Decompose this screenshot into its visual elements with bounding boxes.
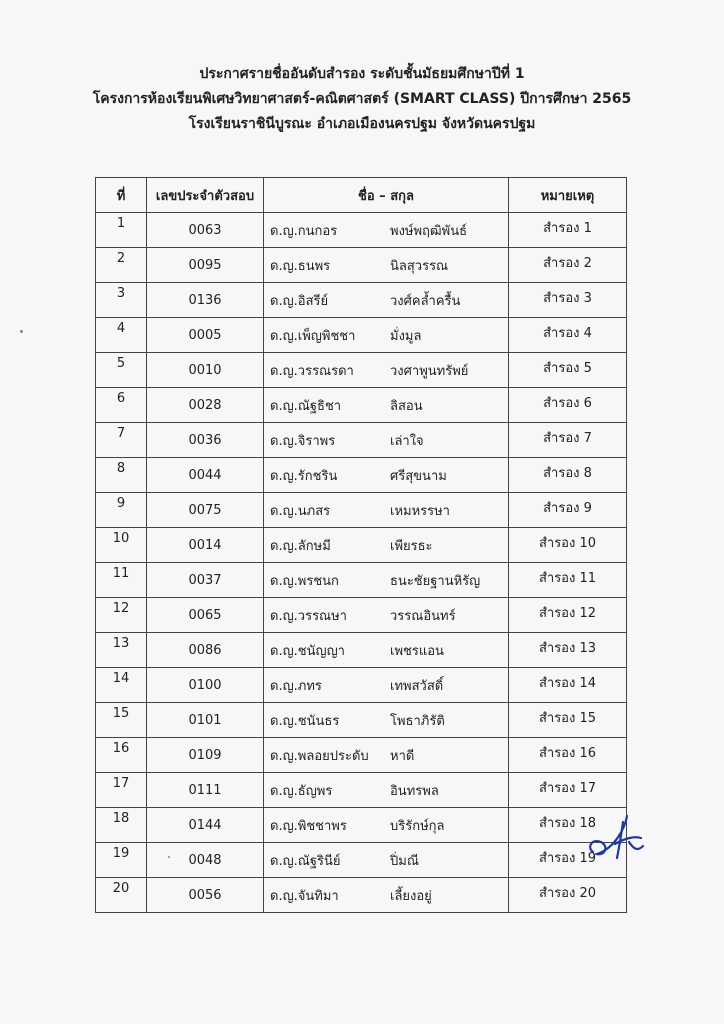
exam-id: 0044	[147, 458, 264, 493]
table-row	[96, 283, 627, 318]
row-number: 14	[96, 668, 147, 703]
remark: สำรอง 17	[509, 773, 627, 808]
student-name	[264, 843, 509, 878]
row-number: 20	[96, 878, 147, 913]
last-name: วงศาพูนทรัพย์	[390, 363, 469, 379]
last-name: วรรณอินทร์	[390, 608, 456, 624]
exam-id: 0065	[147, 598, 264, 633]
table-row	[96, 878, 627, 913]
row-number: 17	[96, 773, 147, 808]
student-name	[264, 668, 509, 703]
last-name: เพชรแอน	[390, 643, 444, 659]
exam-id: 0036	[147, 423, 264, 458]
table-row	[96, 388, 627, 423]
exam-id: 0144	[147, 808, 264, 843]
first-name: ด.ญ.จันทิมา	[270, 888, 339, 904]
first-name: ด.ญ.พลอยประดับ	[270, 748, 369, 764]
student-name	[264, 248, 509, 283]
row-number: 3	[96, 283, 147, 318]
student-name	[264, 633, 509, 668]
last-name: เหมหรรษา	[390, 503, 450, 519]
first-name: ด.ญ.นภสร	[270, 503, 331, 519]
last-name: พงษ์พฤฒิพันธ์	[390, 223, 468, 239]
title-line-3: โรงเรียนราชินีบูรณะ อำเภอเมืองนครปฐม จังหวัดนครปฐม	[188, 116, 536, 132]
table-row	[96, 703, 627, 738]
last-name: เทพสวัสดิ์	[390, 678, 444, 694]
last-name: ศรีสุขนาม	[390, 468, 447, 484]
row-number: 2	[96, 248, 147, 283]
exam-id: 0075	[147, 493, 264, 528]
table-row	[96, 213, 627, 248]
exam-id: 0101	[147, 703, 264, 738]
table-row	[96, 248, 627, 283]
table-row	[96, 528, 627, 563]
title-line-2: โครงการห้องเรียนพิเศษวิทยาศาสตร์-คณิตศาสตร์ (SMART CLASS) ปีการศึกษา 2565	[92, 91, 632, 107]
first-name: ด.ญ.กนกอร	[270, 223, 338, 239]
student-name	[264, 773, 509, 808]
table-row	[96, 808, 627, 843]
row-number: 6	[96, 388, 147, 423]
first-name: ด.ญ.รักชริน	[270, 468, 338, 484]
remark: สำรอง 2	[509, 248, 627, 283]
remark: สำรอง 11	[509, 563, 627, 598]
remark: สำรอง 4	[509, 318, 627, 353]
first-name: ด.ญ.พิชชาพร	[270, 818, 347, 834]
first-name: ด.ญ.ณัฐรินีย์	[270, 853, 341, 869]
remark: สำรอง 20	[509, 878, 627, 913]
exam-id: 0100	[147, 668, 264, 703]
first-name: ด.ญ.ลักษมี	[270, 538, 331, 554]
table-row	[96, 563, 627, 598]
document-header	[0, 62, 724, 137]
first-name: ด.ญ.ธัญพร	[270, 783, 333, 799]
row-number: 13	[96, 633, 147, 668]
last-name: วงศ์คล้ำครื้น	[390, 293, 461, 309]
table-row	[96, 423, 627, 458]
first-name: ด.ญ.วรรณษา	[270, 608, 347, 624]
table-row	[96, 668, 627, 703]
row-number: 9	[96, 493, 147, 528]
student-name	[264, 598, 509, 633]
last-name: ลิสอน	[390, 398, 423, 414]
exam-id: 0109	[147, 738, 264, 773]
first-name: ด.ญ.ภทร	[270, 678, 322, 694]
remark: สำรอง 1	[509, 213, 627, 248]
last-name: นิลสุวรรณ	[390, 258, 449, 274]
row-number: 1	[96, 213, 147, 248]
first-name: ด.ญ.จิราพร	[270, 433, 336, 449]
row-number: 10	[96, 528, 147, 563]
title-line-1: ประกาศรายชื่ออันดับสำรอง ระดับชั้นมัธยมศึกษาปีที่ 1	[199, 66, 525, 82]
remark: สำรอง 12	[509, 598, 627, 633]
exam-id: 0014	[147, 528, 264, 563]
exam-id: 0136	[147, 283, 264, 318]
row-number: 15	[96, 703, 147, 738]
table-row	[96, 458, 627, 493]
header-remark: หมายเหตุ	[509, 178, 627, 213]
exam-id: 0005	[147, 318, 264, 353]
last-name: โพธาภิรัติ	[390, 713, 445, 729]
last-name: อินทรพล	[390, 783, 439, 799]
exam-id: 0048	[147, 843, 264, 878]
remark: สำรอง 13	[509, 633, 627, 668]
table-row	[96, 318, 627, 353]
table-row	[96, 773, 627, 808]
remark: สำรอง 16	[509, 738, 627, 773]
student-name	[264, 738, 509, 773]
table-row	[96, 843, 627, 878]
remark: สำรอง 5	[509, 353, 627, 388]
exam-id: 0056	[147, 878, 264, 913]
remark: สำรอง 14	[509, 668, 627, 703]
exam-id: 0063	[147, 213, 264, 248]
last-name: ปิ่มณี	[390, 853, 419, 869]
table-row	[96, 353, 627, 388]
table-row	[96, 493, 627, 528]
header-exam-id: เลขประจำตัวสอบ	[147, 178, 264, 213]
header-number: ที่	[96, 178, 147, 213]
table-header-row	[96, 178, 627, 213]
row-number: 7	[96, 423, 147, 458]
last-name: ธนะชัยฐานหิรัญ	[390, 573, 481, 589]
first-name: ด.ญ.ชนัญญา	[270, 643, 345, 659]
table-row	[96, 633, 627, 668]
exam-id: 0010	[147, 353, 264, 388]
last-name: เล่าใจ	[390, 433, 424, 449]
signature-icon	[585, 808, 645, 868]
student-name	[264, 458, 509, 493]
first-name: ด.ญ.พรชนก	[270, 573, 339, 589]
student-name	[264, 563, 509, 598]
table-row	[96, 738, 627, 773]
exam-id: 0086	[147, 633, 264, 668]
student-name	[264, 878, 509, 913]
remark: สำรอง 15	[509, 703, 627, 738]
remark: สำรอง 3	[509, 283, 627, 318]
student-name	[264, 388, 509, 423]
student-name	[264, 703, 509, 738]
remark: สำรอง 19	[509, 843, 627, 878]
row-number: 18	[96, 808, 147, 843]
row-number: 19	[96, 843, 147, 878]
student-name	[264, 353, 509, 388]
remark: สำรอง 18	[509, 808, 627, 843]
first-name: ด.ญ.ธนพร	[270, 258, 331, 274]
row-number: 5	[96, 353, 147, 388]
paper-speck	[20, 330, 23, 333]
row-number: 11	[96, 563, 147, 598]
paper-speck	[168, 856, 170, 858]
student-name	[264, 493, 509, 528]
row-number: 16	[96, 738, 147, 773]
header-full-name: ชื่อ – สกุล	[264, 178, 509, 213]
last-name: เลี้ยงอยู่	[390, 888, 432, 904]
exam-id: 0028	[147, 388, 264, 423]
student-name	[264, 808, 509, 843]
remark: สำรอง 7	[509, 423, 627, 458]
exam-id: 0111	[147, 773, 264, 808]
exam-id: 0095	[147, 248, 264, 283]
reserve-list-table	[95, 177, 627, 913]
remark: สำรอง 9	[509, 493, 627, 528]
row-number: 4	[96, 318, 147, 353]
remark: สำรอง 10	[509, 528, 627, 563]
row-number: 12	[96, 598, 147, 633]
first-name: ด.ญ.อิสรีย์	[270, 293, 329, 309]
table-row	[96, 598, 627, 633]
student-name	[264, 528, 509, 563]
student-name	[264, 318, 509, 353]
remark: สำรอง 6	[509, 388, 627, 423]
first-name: ด.ญ.ชนันธร	[270, 713, 340, 729]
last-name: มั่งมูล	[390, 328, 422, 344]
first-name: ด.ญ.เพ็ญพิชชา	[270, 328, 356, 344]
last-name: บริรักษ์กุล	[390, 818, 445, 834]
student-name	[264, 283, 509, 318]
row-number: 8	[96, 458, 147, 493]
last-name: เพียรธะ	[390, 538, 433, 554]
last-name: หาดี	[390, 748, 415, 764]
exam-id: 0037	[147, 563, 264, 598]
student-name	[264, 423, 509, 458]
remark: สำรอง 8	[509, 458, 627, 493]
first-name: ด.ญ.วรรณรดา	[270, 363, 354, 379]
first-name: ด.ญ.ณัฐธิชา	[270, 398, 342, 414]
student-name	[264, 213, 509, 248]
